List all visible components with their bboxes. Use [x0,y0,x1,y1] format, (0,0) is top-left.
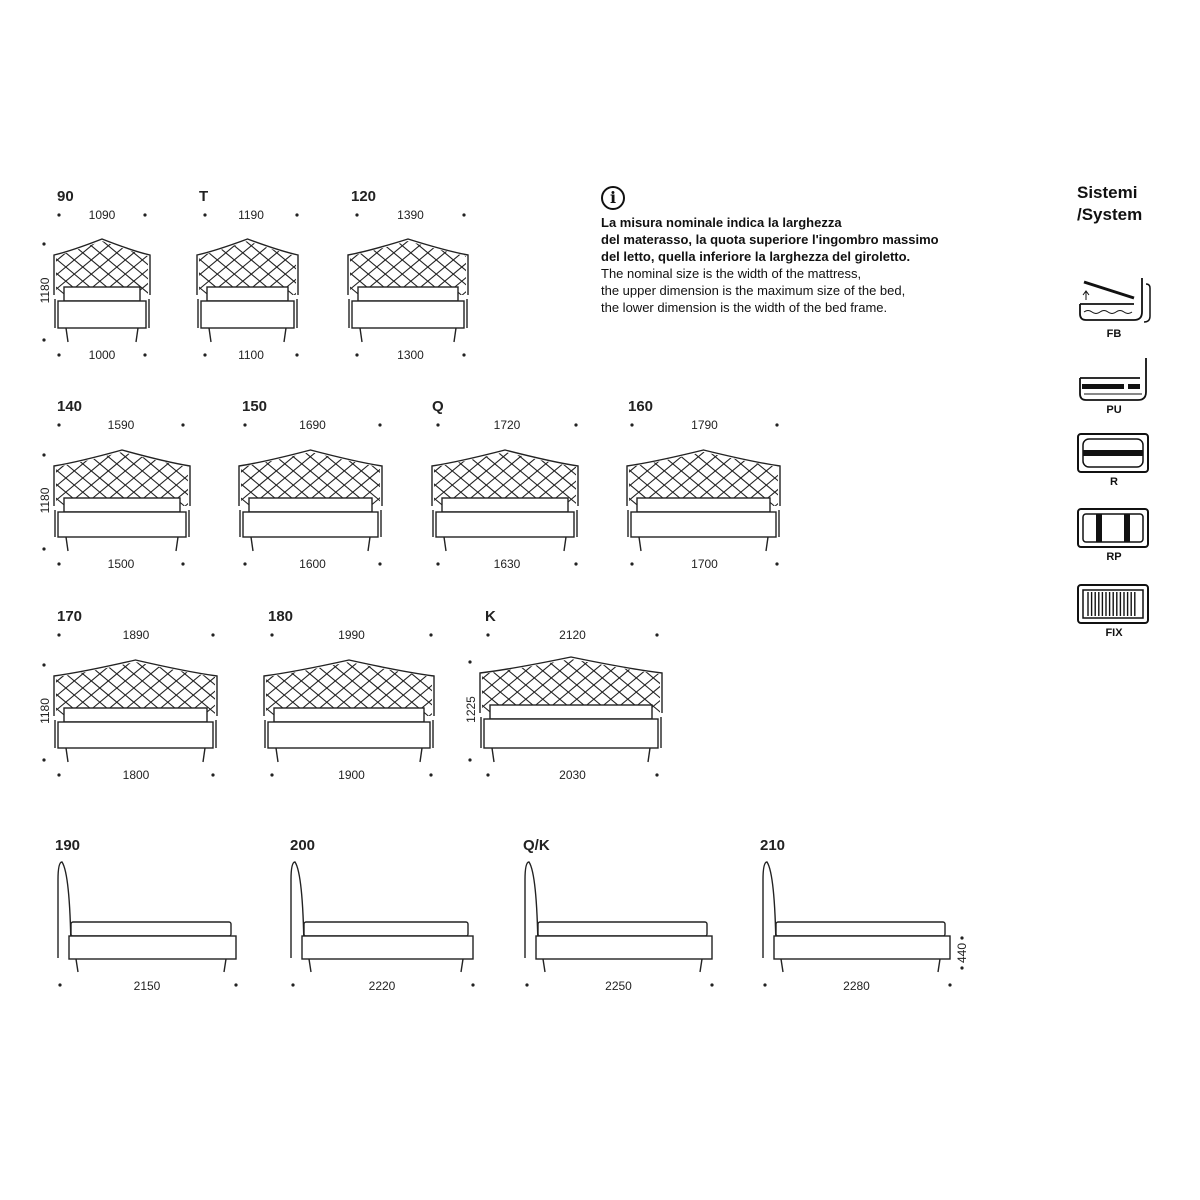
bed-leg [781,959,783,972]
mattress [249,498,372,512]
size-label: 180 [268,608,294,625]
dimension-tick [378,562,381,565]
dimension-tick [763,983,766,986]
frame-width-dimension: 1000 [88,348,116,362]
dimension-tick [57,773,60,776]
dimension-tick [211,633,214,636]
dimension-tick [42,547,45,550]
system-label: R [1110,476,1118,488]
height-dimension: 1180 [38,277,52,304]
system-label: FB [1106,328,1122,340]
fixed-slats-icon [1076,583,1152,625]
height-dimension: 1180 [38,487,52,514]
system-label: PU [1106,404,1122,416]
dimension-tick [295,213,298,216]
bed-leg [209,328,211,342]
max-width-dimension: 1390 [397,208,424,222]
bed-side-view [291,862,473,972]
size-label: 190 [55,837,81,854]
dimension-tick [57,633,60,636]
size-label: 90 [57,188,74,205]
slatted-frame-adjustable-icon [1076,507,1152,549]
bed-frame [243,512,378,537]
drawer-bed-icon [1076,356,1152,402]
size-label: 150 [242,398,268,415]
storage-lift-bed-icon [1076,276,1152,326]
bed-leg [224,959,226,972]
slatted-frame-icon [1076,432,1152,474]
system-fb [1076,276,1152,340]
bed-leg [76,959,78,972]
dimension-tick [574,562,577,565]
size-label: 210 [760,837,786,854]
dimension-tick [471,983,474,986]
frame-width-dimension: 1630 [493,557,521,571]
bed-leg [444,537,446,551]
length-dimension: 2150 [133,979,161,993]
frame-width-dimension: 1500 [107,557,135,571]
mattress [538,922,707,936]
bed-leg [66,748,68,762]
dimension-tick [655,773,658,776]
dimension-tick [181,423,184,426]
dimension-tick [57,353,60,356]
dimension-tick [203,213,206,216]
size-label: 200 [290,837,316,854]
bed-frame [774,936,950,959]
dimension-tick [143,353,146,356]
bed-leg [543,959,545,972]
dimension-tick [775,423,778,426]
dimension-tick [525,983,528,986]
size-label: 120 [351,188,377,205]
dimension-tick [574,423,577,426]
dimension-tick [355,213,358,216]
bed-leg [766,537,768,551]
frame-width-dimension: 1700 [691,557,718,571]
dimension-tick [630,562,633,565]
info-text-it-2: del materasso, la quota superiore l'ingombro massimo [601,232,939,247]
size-label: K [485,608,496,625]
mattress [64,708,207,722]
max-width-dimension: 1690 [299,418,326,432]
dimension-tick [355,353,358,356]
bed-leg [176,537,178,551]
info-text-it-3: del letto, quella inferiore la larghezza del giroletto. [601,249,911,264]
dimension-tick [57,423,60,426]
bed-leg [492,748,494,762]
systems-title-en: /System [1077,205,1143,224]
bed-frame [352,301,464,328]
bed-frame [484,719,658,748]
frame-width-dimension: 1100 [238,348,264,362]
dimension-tick [630,423,633,426]
mattress [637,498,770,512]
info-text-en-1: The nominal size is the width of the mattress, [601,266,862,281]
bed-leg [454,328,456,342]
dimension-tick [960,936,963,939]
dimension-tick [42,338,45,341]
max-width-dimension: 2120 [559,628,586,642]
system-fix [1076,583,1152,639]
bed-leg [284,328,286,342]
bed-frame [302,936,473,959]
mattress [490,705,652,719]
mattress [442,498,568,512]
system-label: RP [1106,551,1122,563]
bed-leg [700,959,702,972]
frame-width-dimension: 1300 [397,348,424,362]
size-label: 140 [57,398,83,415]
size-label: 160 [628,398,654,415]
bed-frame [58,722,213,748]
dimension-tick [291,983,294,986]
bed-frame [69,936,236,959]
mattress [776,922,945,936]
dimension-tick [181,562,184,565]
mattress [207,287,288,301]
bed-side-view [58,862,236,972]
dimension-tick [429,773,432,776]
bed-leg [251,537,253,551]
max-width-dimension: 1090 [88,208,116,222]
dimension-tick [468,660,471,663]
bed-leg [276,748,278,762]
bed-frame [201,301,294,328]
bed-leg [136,328,138,342]
bed-leg [360,328,362,342]
max-width-dimension: 1590 [107,418,135,432]
frame-width-dimension: 1900 [338,768,365,782]
height-dimension: 1225 [464,696,478,723]
mattress [64,287,140,301]
dimension-tick [429,633,432,636]
dimension-tick [42,242,45,245]
bed-frame [58,301,146,328]
dimension-tick [462,353,465,356]
length-dimension: 2250 [605,979,632,993]
height-dimension: 440 [955,942,969,964]
bed-leg [648,748,650,762]
info-text-it-1: La misura nominale indica la larghezza [601,215,842,230]
size-label: Q/K [523,837,550,854]
bed-frame [631,512,776,537]
size-label: T [199,188,209,205]
dimension-tick [655,633,658,636]
systems-title [1077,182,1142,226]
dimension-tick [378,423,381,426]
dimension-tick [295,353,298,356]
frame-width-dimension: 2030 [559,768,586,782]
frame-width-dimension: 1600 [299,557,326,571]
system-r [1076,432,1152,488]
system-pu [1076,356,1152,416]
system-label: FIX [1105,627,1123,639]
info-icon: i [601,186,625,210]
bed-front-view [275,239,597,342]
bed-frame [436,512,574,537]
mattress [304,922,468,936]
mattress [274,708,424,722]
dimension-tick [270,773,273,776]
bed-front-view [554,450,910,551]
bed-leg [564,537,566,551]
bed-side-view [763,862,950,972]
dimension-tick [203,353,206,356]
dimension-tick [462,213,465,216]
bed-leg [203,748,205,762]
dimension-tick [243,562,246,565]
info-text-en-2: the upper dimension is the maximum size of the bed, [601,283,906,298]
dimension-tick [42,663,45,666]
dimension-tick [143,213,146,216]
height-dimension: 1180 [38,698,52,724]
info-text-en-3: the lower dimension is the width of the bed frame. [601,300,888,315]
dimension-tick [710,983,713,986]
dimension-tick [486,773,489,776]
bed-frame [58,512,186,537]
dimension-tick [436,423,439,426]
max-width-dimension: 1190 [238,208,264,222]
bed-leg [461,959,463,972]
max-width-dimension: 1990 [338,628,365,642]
dimension-tick [960,966,963,969]
max-width-dimension: 1720 [493,418,521,432]
frame-width-dimension: 1800 [122,768,150,782]
bed-leg [639,537,641,551]
dimension-tick [436,562,439,565]
dimension-tick [468,758,471,761]
bed-frame [268,722,430,748]
systems-title-it: Sistemi [1077,183,1138,202]
dimension-tick [486,633,489,636]
dimension-tick [775,562,778,565]
bed-leg [309,959,311,972]
dimension-tick [42,453,45,456]
bed-leg [66,537,68,551]
dimension-tick [57,562,60,565]
dimension-tick [211,773,214,776]
dimension-tick [234,983,237,986]
info-note [601,186,1001,316]
mattress [71,922,231,936]
bed-side-view [525,862,712,972]
size-label: Q [432,398,444,415]
size-label: 170 [57,608,83,625]
bed-leg [938,959,940,972]
max-width-dimension: 1890 [122,628,150,642]
dimension-tick [42,758,45,761]
mattress [358,287,458,301]
dimension-tick [58,983,61,986]
bed-leg [420,748,422,762]
dimension-tick [270,633,273,636]
length-dimension: 2220 [368,979,396,993]
bed-frame [536,936,712,959]
bed-leg [66,328,68,342]
dimension-tick [243,423,246,426]
dimension-tick [57,213,60,216]
mattress [64,498,180,512]
length-dimension: 2280 [843,979,870,993]
system-rp [1076,507,1152,563]
bed-leg [368,537,370,551]
dimension-tick [948,983,951,986]
max-width-dimension: 1790 [691,418,718,432]
